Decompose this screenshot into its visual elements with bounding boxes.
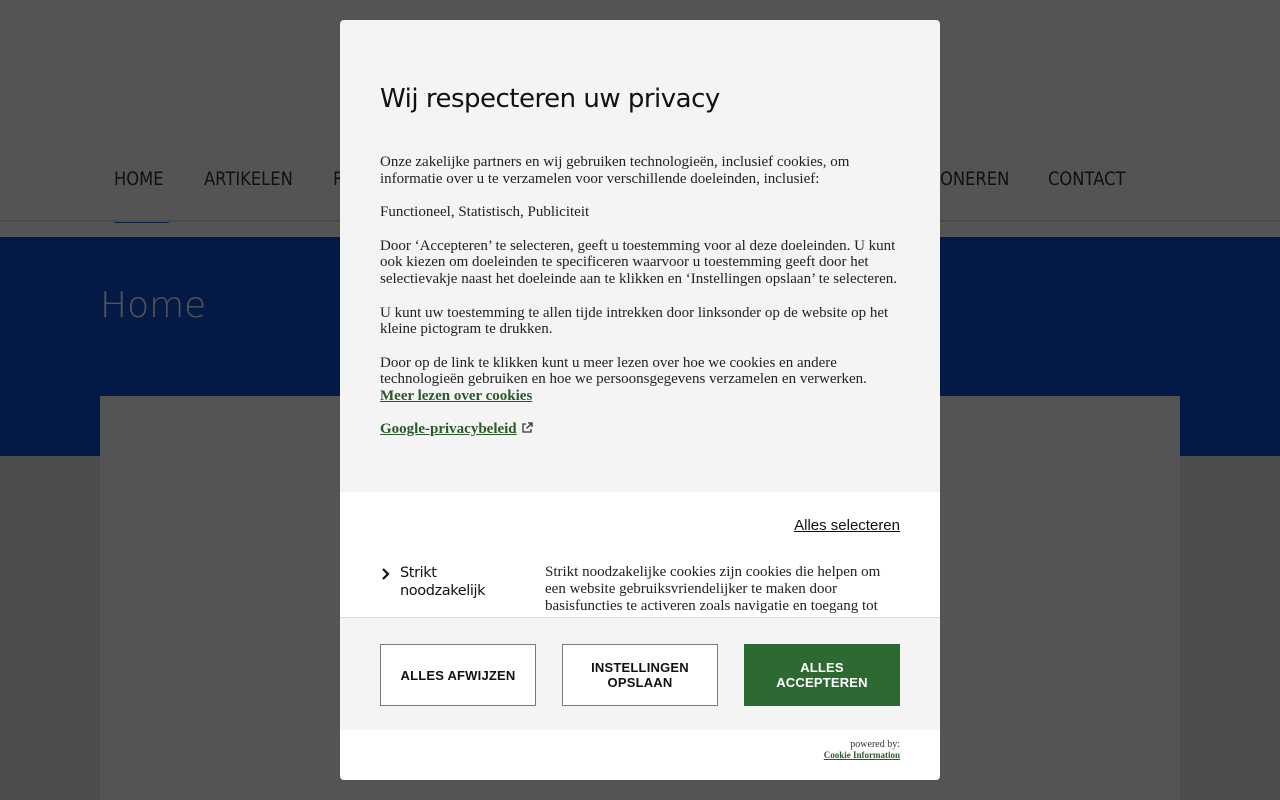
dialog-footer <box>340 730 940 780</box>
cookie-information-link[interactable]: Cookie Information <box>823 750 900 760</box>
select-all-link[interactable]: Alles selecteren <box>794 517 900 534</box>
more-about-cookies-link[interactable]: Meer lezen over cookies <box>380 387 533 404</box>
google-privacy-link[interactable] <box>380 421 533 437</box>
purpose-description: Strikt noodzakelijke cookies zijn cookies die helpen om een website gebruiksvriendelijker te maken door basisfuncties te activeren zoals navigatie en toegang tot <box>545 564 881 614</box>
external-link-icon <box>521 422 533 434</box>
google-privacy-label: Google-privacybeleid <box>380 420 517 437</box>
intro-paragraph: Onze zakelijke partners en wij gebruiken technologieën, inclusief cookies, om informatie over u te verzamelen voor verschillende doeleinden, inclusief: <box>380 154 850 187</box>
intro-paragraph: Door ‘Accepteren’ te selecteren, geeft u toestemming voor al deze doeleinden. U kunt ook kiezen om doeleinden te specificeren waarvoor u toestemming geeft door het selectievakje naast het doeleinde aan te klikken en ‘Instellingen opslaan’ te selecteren. <box>380 237 897 287</box>
google-privacy-paragraph <box>380 421 902 438</box>
reject-all-button[interactable]: ALLES AFWIJZEN <box>380 644 536 706</box>
intro-paragraph: U kunt uw toestemming te allen tijde intrekken door linksonder op de website op het kleine pictogram te drukken. <box>380 304 889 338</box>
intro-paragraph-text: Door op de link te klikken kunt u meer lezen over hoe we cookies en andere technologieën gebruiken en hoe we persoonsgegevens verzamelen en verwerken. <box>380 354 867 388</box>
dialog-intro <box>380 154 902 454</box>
intro-paragraph <box>380 355 902 405</box>
cookie-consent-dialog <box>340 20 940 780</box>
purpose-name: Strikt noodzakelijk <box>400 565 486 599</box>
dialog-actions <box>340 617 940 731</box>
accept-all-button[interactable]: ALLES ACCEPTEREN <box>744 644 900 706</box>
powered-by <box>824 740 900 760</box>
purpose-list <box>340 492 940 617</box>
dialog-title: Wij respecteren uw privacy <box>380 84 720 114</box>
purposes-summary: Functioneel, Statistisch, Publiciteit <box>380 204 590 221</box>
powered-by-label: powered by: <box>850 739 900 750</box>
save-settings-button[interactable]: INSTELLINGEN OPSLAAN <box>562 644 718 706</box>
chevron-right-icon <box>380 568 392 580</box>
